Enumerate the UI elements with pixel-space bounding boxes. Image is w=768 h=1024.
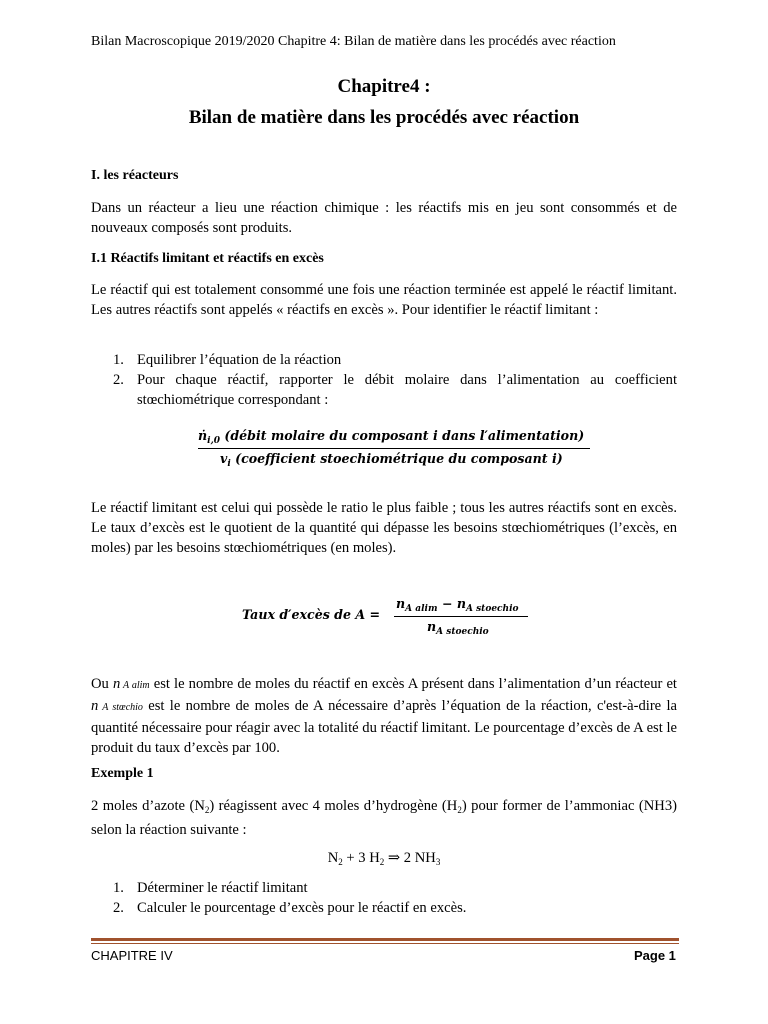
explain-text-1: Ou [91, 676, 113, 692]
footer-rule-thick [91, 938, 679, 941]
section-heading-limiting: I.1 Réactifs limitant et réactifs en excès [91, 251, 324, 266]
section-heading-reactors: I. les réacteurs [91, 168, 179, 183]
ratio-numerator-symbol: ṅ [198, 428, 208, 443]
eq-n-sub: 2 [338, 857, 343, 867]
example-h2-sub: 2 [457, 805, 462, 815]
eq-product: 2 NH [403, 850, 436, 866]
example-text-c: ) pour former de l’ammoniac (NH3) selon la réaction suivante : [91, 798, 677, 838]
list-item-text: Pour chaque réactif, rapporter le débit molaire dans l’alimentation au coefficient stœchiométrique correspondant : [137, 372, 677, 408]
ratio-numerator-subscript: i,0 [207, 436, 220, 446]
paragraph-example [91, 796, 677, 840]
steps-list [91, 350, 677, 410]
excess-n-alim: n [396, 596, 406, 611]
footer-chapter: CHAPITRE IV [91, 948, 173, 963]
footer-rule-thin [91, 943, 679, 944]
list-item-text: Déterminer le réactif limitant [137, 880, 308, 896]
explain-n-stoechio: n [91, 698, 99, 714]
chapter-subtitle: Bilan de matière dans les procédés avec réaction [188, 107, 580, 128]
eq-product-sub: 3 [435, 857, 441, 867]
list-item-text: Equilibrer l’équation de la réaction [137, 352, 342, 368]
excess-formula-numerator [396, 596, 519, 614]
ratio-denominator [220, 451, 563, 469]
list-item [91, 370, 677, 410]
ratio-denominator-text: (coefficient stoechiométrique du composant i) [230, 451, 563, 466]
excess-formula-lhs: Taux d′excès de A = [242, 607, 381, 622]
explain-text-3: est le nombre de moles de A nécessaire d’après l’équation de la réaction, c'est-à-dire la quantité nécessaire pour réagir avec la totalité du réactif limitant. Le pourcentage d’excès de A est le produit du taux d’excès par 100. [91, 698, 677, 756]
list-item-number: 2. [113, 372, 124, 388]
ratio-denominator-subscript: i [227, 459, 231, 469]
eq-plus-h: + 3 H [342, 850, 380, 866]
excess-minus: − [437, 596, 457, 611]
eq-h-sub: 2 [379, 857, 385, 867]
list-item-number: 1. [113, 880, 124, 896]
reaction-equation [91, 848, 677, 872]
paragraph-excess-definition: Le réactif limitant est celui qui possède le ratio le plus faible ; tous les autres réactifs sont en excès. Le taux d’excès est le quotient de la quantité qui dépasse les besoins stœchiométriques (l’excès, en moles) par les besoins stœchiométriques (en moles). [91, 500, 677, 556]
ratio-fraction-line [198, 448, 590, 449]
eq-n: N [327, 850, 339, 866]
paragraph-reactors-intro: Dans un réacteur a lieu une réaction chimique : les réactifs mis en jeu sont consommés et de nouveaux composés sont produits. [91, 200, 677, 236]
excess-den-n: n [427, 619, 437, 634]
excess-n-stoechio-sub: A stoechio [465, 604, 519, 614]
example-heading: Exemple 1 [91, 766, 154, 781]
eq-arrow: ⇒ [384, 850, 404, 866]
excess-formula-denominator [427, 619, 489, 637]
questions-list [91, 878, 677, 918]
running-header: Bilan Macroscopique 2019/2020 Chapitre 4: Bilan de matière dans les procédés avec réaction [91, 34, 616, 49]
ratio-numerator [198, 428, 584, 446]
excess-n-alim-sub: A alim [405, 604, 438, 614]
example-n2-sub: 2 [204, 805, 210, 815]
chapter-title: Chapitre4 : [337, 76, 431, 97]
explain-n-alim-sub: A alim [120, 680, 150, 691]
explain-n-alim: n [112, 676, 121, 692]
list-item-text: Calculer le pourcentage d’excès pour le réactif en excès. [137, 900, 467, 916]
excess-den-sub: A stoechio [436, 627, 489, 637]
paragraph-limiting-intro: Le réactif qui est totalement consommé une fois une réaction terminée est appelé le réactif limitant. Les autres réactifs sont appelés « réactifs en excès ». Pour identifier le réactif limitant : [91, 282, 677, 318]
excess-fraction-line [394, 616, 528, 617]
example-text-a: 2 moles d’azote (N [91, 798, 205, 814]
example-text-b: ) réagissent avec 4 moles d’hydrogène (H [209, 798, 458, 814]
excess-n-stoechio: n [456, 596, 466, 611]
ratio-numerator-text: (débit molaire du composant i dans l′alimentation) [220, 428, 585, 443]
list-item-number: 1. [113, 352, 124, 368]
explain-text-2: est le nombre de moles du réactif en excès A présent dans l’alimentation d’un réacteur et [149, 676, 677, 692]
list-item-number: 2. [113, 900, 124, 916]
list-item [91, 350, 677, 370]
footer-page-number: Page 1 [634, 948, 676, 963]
list-item [91, 878, 677, 898]
paragraph-excess-explanation [91, 674, 677, 758]
ratio-denominator-symbol: v [220, 451, 228, 466]
list-item [91, 898, 677, 918]
explain-n-stoechio-sub: A stœchio [98, 702, 143, 713]
